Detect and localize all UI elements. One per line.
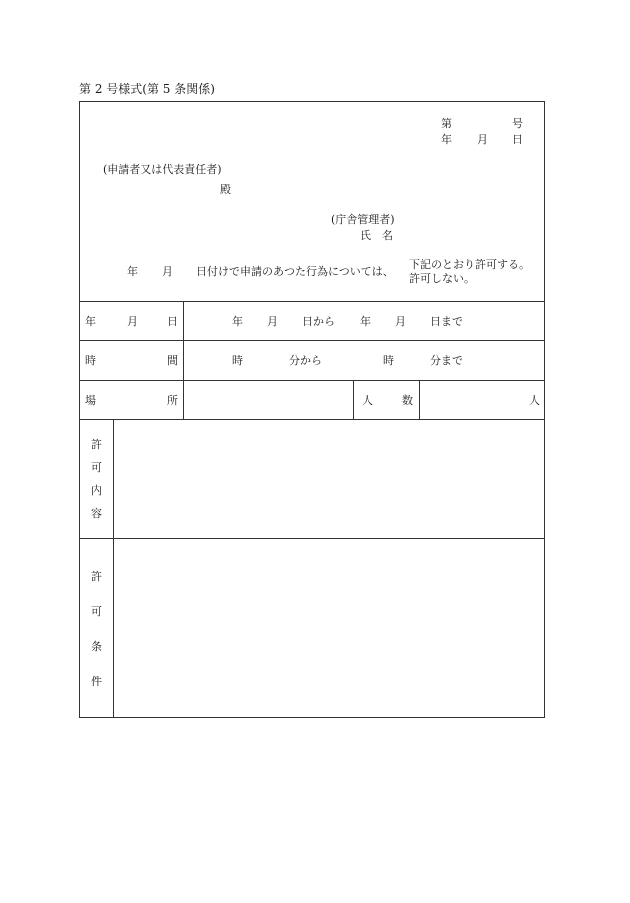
- col-divider-permit: [113, 419, 114, 718]
- date-from-day: 日から: [302, 315, 335, 328]
- option-permit: 下記のとおり許可する。: [409, 258, 530, 271]
- option-deny: 許可しない。: [409, 272, 475, 285]
- date-from-month: 月: [267, 315, 278, 328]
- form-frame: [79, 101, 545, 718]
- time-from-min: 分から: [289, 354, 322, 367]
- body-text: 日付けで申請のあつた行為については、: [196, 265, 394, 278]
- content-char-1: 許: [91, 438, 102, 451]
- form-title: 第 2 号様式(第 5 条関係): [79, 82, 215, 96]
- time-from-hour: 時: [232, 354, 243, 367]
- date-to-day: 日まで: [430, 315, 463, 328]
- body-month: 月: [162, 265, 173, 278]
- conditions-char-3: 条: [91, 640, 102, 653]
- place-label-left: 場: [85, 394, 96, 407]
- col-divider-place: [353, 380, 354, 419]
- number-suffix: 号: [512, 117, 523, 130]
- time-to-min: 分まで: [430, 354, 463, 367]
- applicant-label: (申請者又は代表責任者): [103, 163, 222, 176]
- count-label-right: 数: [402, 394, 413, 407]
- rule-time-top: [79, 340, 545, 341]
- honorific: 殿: [220, 183, 231, 196]
- date-to-month: 月: [395, 315, 406, 328]
- date-from-year: 年: [232, 315, 243, 328]
- name-label: 氏 名: [360, 229, 393, 242]
- place-label-right: 所: [167, 394, 178, 407]
- conditions-char-2: 可: [91, 605, 102, 618]
- date-label-year: 年: [85, 315, 96, 328]
- col-divider-count: [419, 380, 420, 419]
- col-divider-label: [183, 301, 184, 419]
- rule-content-top: [79, 419, 545, 420]
- count-label-left: 人: [362, 394, 373, 407]
- content-char-3: 内: [91, 484, 102, 497]
- rule-date-top: [79, 301, 545, 302]
- rule-place-top: [79, 380, 545, 381]
- count-unit: 人: [529, 394, 540, 407]
- date-day: 日: [512, 133, 523, 146]
- date-month: 月: [477, 133, 488, 146]
- date-label-month: 月: [127, 315, 138, 328]
- date-year: 年: [441, 133, 452, 146]
- date-label-day: 日: [167, 315, 178, 328]
- manager-label: (庁舎管理者): [331, 213, 395, 226]
- date-to-year: 年: [360, 315, 371, 328]
- time-label-left: 時: [85, 354, 96, 367]
- conditions-char-1: 許: [91, 570, 102, 583]
- time-label-right: 間: [167, 354, 178, 367]
- rule-conditions-top: [79, 538, 545, 539]
- body-year: 年: [127, 265, 138, 278]
- number-prefix: 第: [441, 117, 452, 130]
- content-char-4: 容: [91, 507, 102, 520]
- conditions-char-4: 件: [91, 675, 102, 688]
- content-char-2: 可: [91, 461, 102, 474]
- time-to-hour: 時: [383, 354, 394, 367]
